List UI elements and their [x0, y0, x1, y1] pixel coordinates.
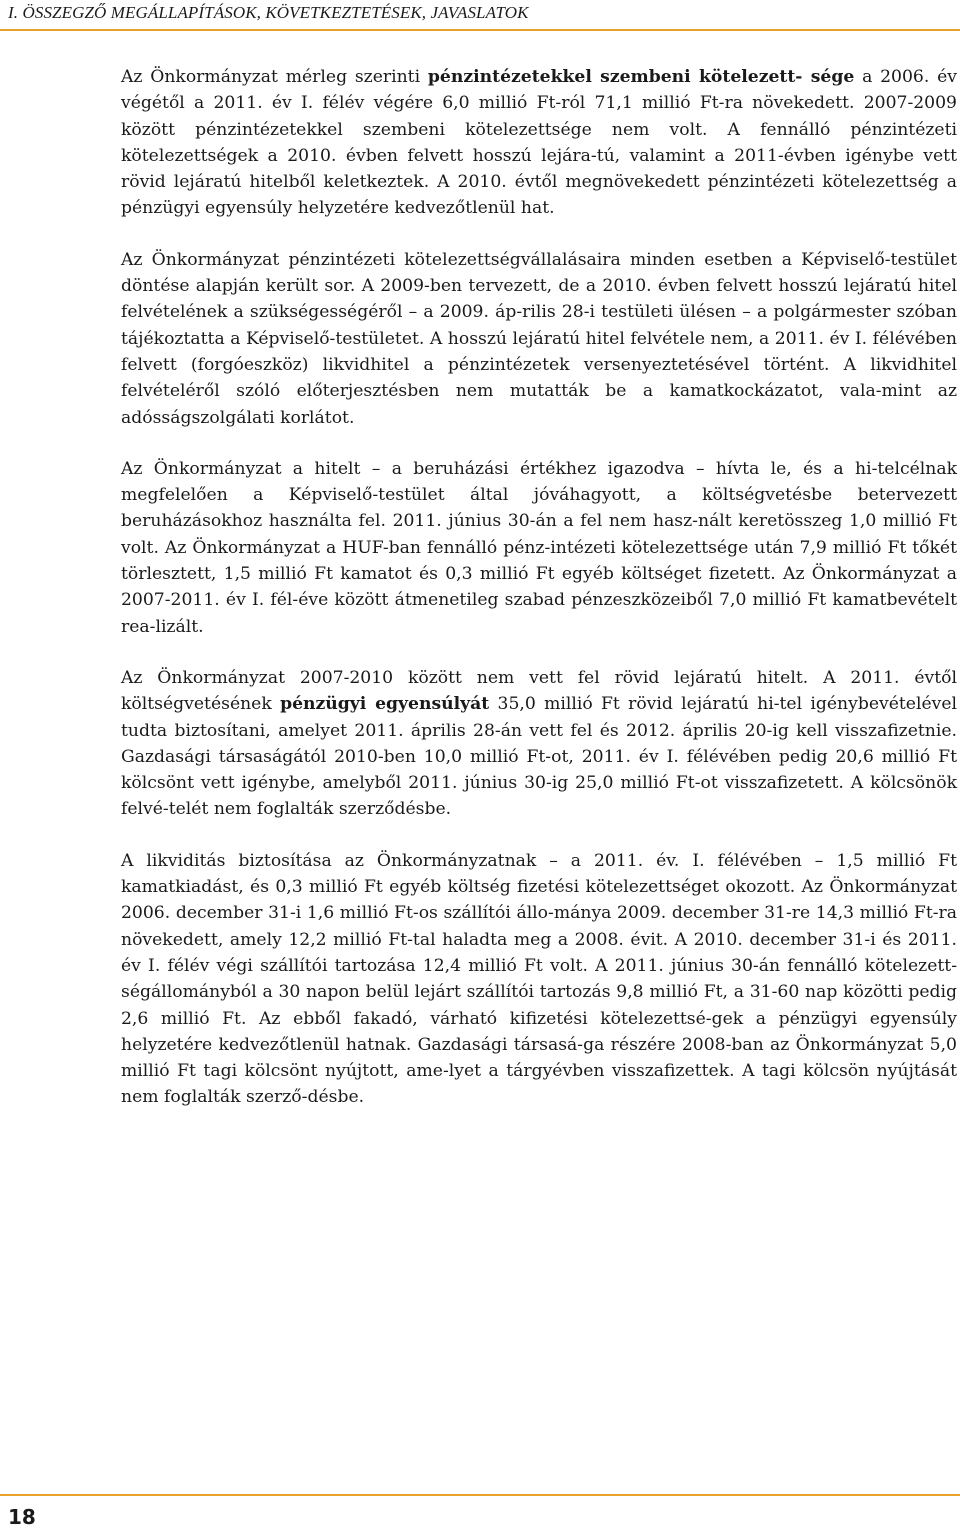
page-number: 18 [8, 1505, 36, 1529]
paragraph-4-text-2: 35,0 millió Ft rövid lejáratú hi-tel igénybevételével tudta biztosítani, amelyet 2011. április 28-án vett fel és 2012. április 20-ig kell visszafizetnie. Gazdasági társaságától 2010-ben 10,0 millió Ft-ot, 2011. év I. félévében pedig 20,6 millió Ft kölcsönt vett igénybe, amelyből 2011. június 30-ig 25,0 millió Ft-ot visszafizetett. A kölcsönök felvé-telét nem foglalták szerződésbe. [121, 694, 958, 820]
paragraph-1-text-2: a 2006. év végétől a 2011. év I. félév végére 6,0 millió Ft-ról 71,1 millió Ft-ra növekedett. 2007-2009 között pénzintézetekkel szembeni kötelezettsége nem volt. A fennálló pénzintézeti kötelezettségek a 2010. évben felvett hosszú lejára-tú, valamint a 2011-évben igénybe vett rövid lejáratú hitelből keletkeztek. A 2010. évtől megnövekedett pénzintézeti kötelezettség a pénzügyi egyensúly helyzetére kedvezőtlenül hat. [121, 67, 957, 219]
paragraph-4 [121, 665, 957, 823]
document-body [121, 64, 957, 1136]
paragraph-2-text: Az Önkormányzat pénzintézeti kötelezettségvállalásaira minden esetben a Képviselő-testület döntése alapján került sor. A 2009-ben tervezett, de a 2010. évben felvett hosszú lejáratú hitel felvételének a szükségességéről – a 2009. áp-rilis 28-i testületi ülésen – a polgármester szóban tájékoztatta a Képviselő-testületet. A hosszú lejáratú hitel felvétele nem, a 2011. év I. félévében felvett (forgóeszköz) likvidhitel a pénzintézetek versenyeztetésével történt. A likvidhitel felvételéről szóló előterjesztésben nem mutatták be a kamatkockázatot, vala-mint az adósságszolgálati korlátot. [121, 249, 957, 428]
paragraph-1-emphasis: pénzintézetekkel szembeni kötelezett- sége [427, 67, 855, 87]
paragraph-3-text: Az Önkormányzat a hitelt – a beruházási értékhez igazodva – hívta le, és a hi-telcélnak megfelelően a Képviselő-testület által jóváhagyott, a költségvetésbe betervezett beruházásokhoz használta fel. 2011. június 30-án a fel nem hasz-nált keretösszeg 1,0 millió Ft volt. Az Önkormányzat a HUF-ban fennálló pénz-intézeti kötelezettsége után 7,9 millió Ft tőkét törlesztett, 1,5 millió Ft kamatot és 0,3 millió Ft egyéb költséget fizetett. Az Önkormányzat a 2007-2011. év I. fél-éve között átmenetileg szabad pénzeszközeiből 7,0 millió Ft kamatbevételt rea-lizált. [121, 458, 957, 637]
paragraph-5 [121, 848, 957, 1111]
paragraph-1 [121, 64, 957, 222]
paragraph-4-text-1: Az Önkormányzat 2007-2010 között nem vett fel rövid lejáratú hitelt. A 2011. évtől költségvetésének [121, 667, 957, 715]
page-header-title: I. ÖSSZEGZŐ MEGÁLLAPÍTÁSOK, KÖVETKEZTETÉSEK, JAVASLATOK [8, 3, 529, 22]
footer-divider [0, 1494, 960, 1496]
paragraph-2 [121, 247, 957, 431]
paragraph-1-text-1: Az Önkormányzat mérleg szerinti [121, 67, 428, 87]
paragraph-4-emphasis: pénzügyi egyensúlyát [280, 694, 490, 715]
header-divider [0, 29, 960, 31]
paragraph-5-text: A likviditás biztosítása az Önkormányzatnak – a 2011. év. I. félévében – 1,5 millió Ft kamatkiadást, és 0,3 millió Ft egyéb költség fizetési kötelezettséget okozott. Az Önkormányzat 2006. december 31-i 1,6 millió Ft-os szállítói állo-mánya 2009. december 31-re 14,3 millió Ft-ra növekedett, amely 12,2 millió Ft-tal haladta meg a 2008. évit. A 2010. december 31-i és 2011. év I. félév végi szállítói tartozása 12,4 millió Ft volt. A 2011. június 30-án fennálló kötelezett-ségállományból a 30 napon belül lejárt szállítói tartozás 9,8 millió Ft, a 31-60 nap közötti pedig 2,6 millió Ft. Az ebből fakadó, várható kifizetési kötelezettsé-gek a pénzügyi egyensúly helyzetére kedvezőtlenül hatnak. Gazdasági társasá-ga részére 2008-ban az Önkormányzat 5,0 millió Ft tagi kölcsönt nyújtott, ame-lyet a tárgyévben visszafizettek. A tagi kölcsön nyújtását nem foglalták szerző-désbe. [121, 850, 957, 1108]
paragraph-3 [121, 456, 957, 640]
